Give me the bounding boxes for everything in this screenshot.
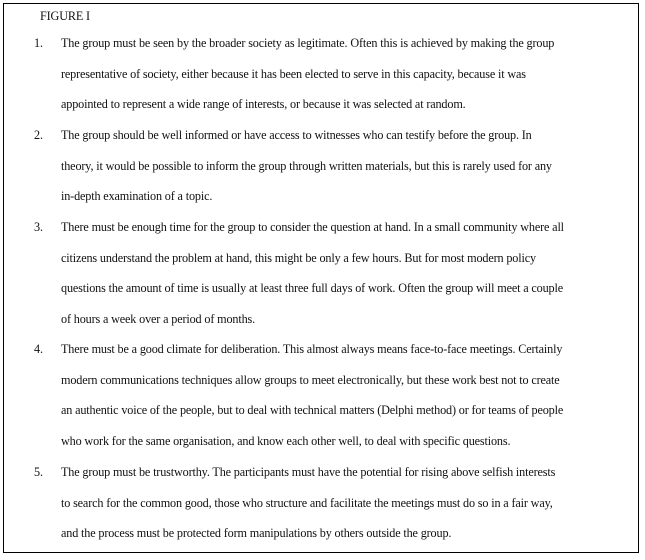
item-text: [61, 28, 636, 120]
text-line: representative of society, either because it has been elected to serve in this capacity, because it was: [61, 66, 526, 81]
figure-box: [3, 3, 639, 553]
text-line: appointed to represent a wide range of interests, or because it was selected at random.: [61, 97, 466, 112]
item-text: [61, 120, 636, 212]
text-line: citizens understand the problem at hand, this might be only a few hours. But for most modern policy: [61, 250, 536, 265]
item-number: 3.: [34, 220, 43, 234]
text-line: There must be a good climate for deliberation. This almost always means face-to-face meetings. Certainly: [61, 342, 563, 356]
item-number: 1.: [34, 36, 43, 50]
text-line: and the process must be protected form manipulations by others outside the group.: [61, 526, 452, 541]
item-number: 4.: [34, 342, 43, 356]
item-number: 5.: [34, 465, 43, 479]
text-line: modern communications techniques allow groups to meet electronically, but these work best not to create: [61, 372, 560, 387]
text-line: questions the amount of time is usually at least three full days of work. Often the group will meet a couple: [61, 281, 563, 296]
text-line: of hours a week over a period of months.: [61, 311, 256, 326]
item-number: 2.: [34, 128, 43, 142]
text-line: theory, it would be possible to inform the group through written materials, but this is rarely used for any: [61, 158, 552, 173]
item-text: [61, 212, 636, 334]
text-line: There must be enough time for the group to consider the question at hand. In a small community where all: [61, 220, 564, 234]
text-line: The group must be seen by the broader society as legitimate. Often this is achieved by making the group: [61, 36, 555, 50]
text-line: in-depth examination of a topic.: [61, 189, 213, 204]
text-line: The group should be well informed or have access to witnesses who can testify before the group. In: [61, 128, 532, 142]
text-line: to search for the common good, those who structure and facilitate the meetings must do so in a fair way,: [61, 495, 553, 510]
figure-title: FIGURE I: [40, 9, 90, 23]
item-text: [61, 457, 636, 549]
text-line: who work for the same organisation, and know each other well, to deal with specific questions.: [61, 433, 511, 448]
text-line: The group must be trustworthy. The participants must have the potential for rising above selfish interests: [61, 465, 556, 479]
item-text: [61, 334, 636, 456]
text-line: an authentic voice of the people, but to deal with technical matters (Delphi method) or for teams of people: [61, 403, 564, 418]
